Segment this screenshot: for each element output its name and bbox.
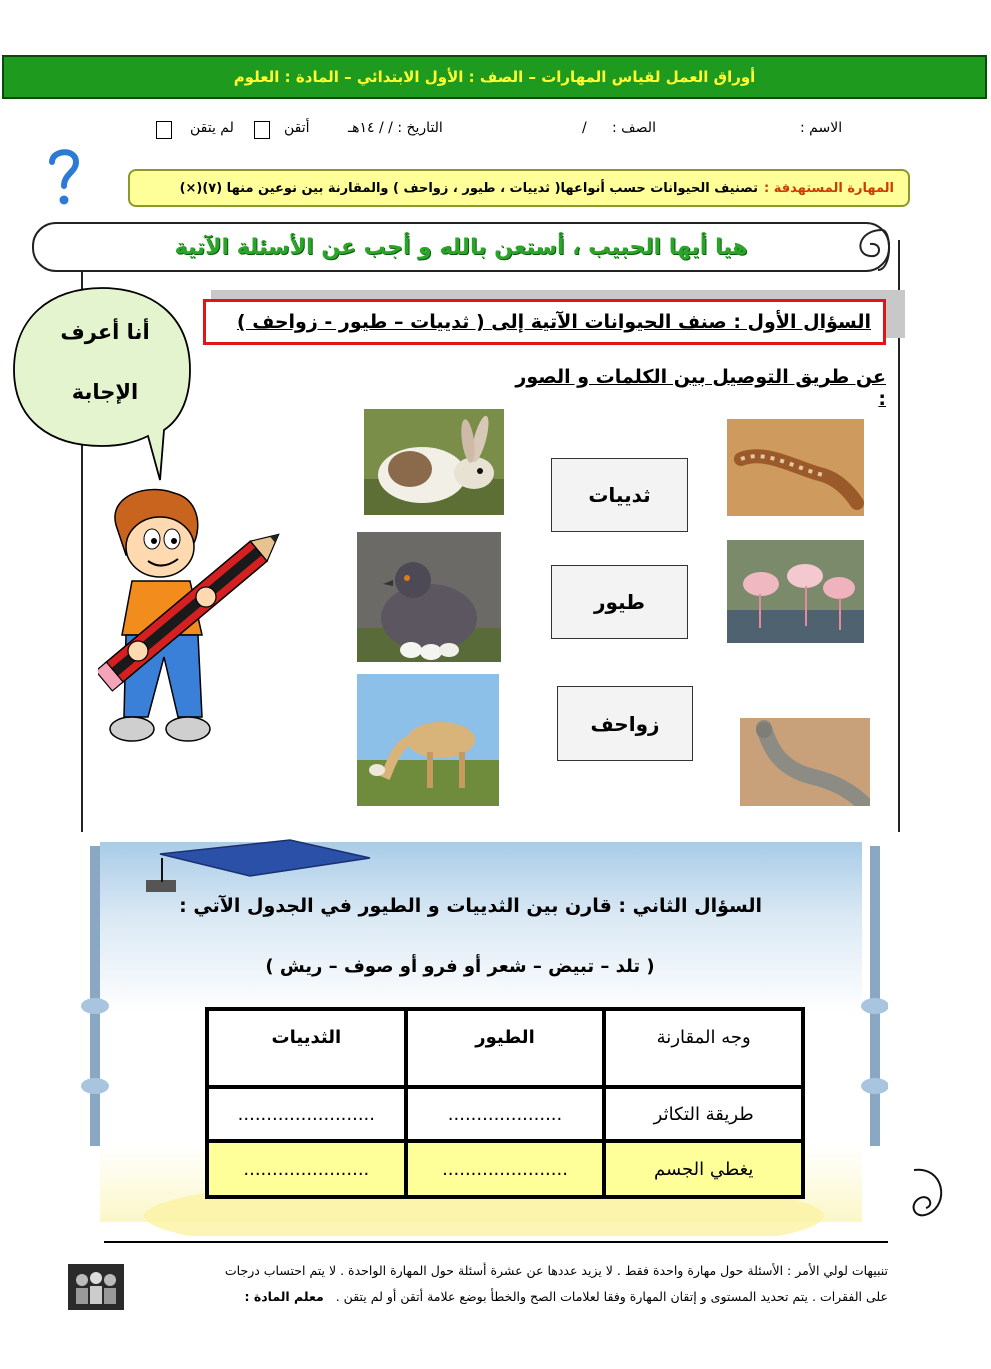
footer-note-text: على الفقرات . يتم تحديد المستوى و إتقان المهارة وفقا لعلامات الصح والخطأ بوضع علامة أتقن أو لم يتقن . xyxy=(335,1289,888,1304)
class-label: الصف : xyxy=(612,120,656,136)
question1-box xyxy=(203,299,886,345)
lizard-photo[interactable] xyxy=(727,419,864,516)
scroll-curl-icon xyxy=(848,226,892,274)
camel-photo[interactable] xyxy=(357,674,499,806)
header-comparison-aspect: وجه المقارنة xyxy=(606,1011,801,1085)
answer-mammals-body-cover[interactable]: ...................... xyxy=(209,1143,404,1195)
pigeon-photo[interactable] xyxy=(357,532,501,662)
banner-text: هيا أيها الحبيب ، أستعن بالله و أجب عن الأسئلة الآتية xyxy=(174,234,748,260)
not-mastered-label: لم يتقن xyxy=(190,120,234,136)
speech-line-1: أنا أعرف xyxy=(60,320,150,344)
mastered-label: أتقن xyxy=(284,120,310,136)
people-logo-icon xyxy=(68,1264,124,1310)
not-mastered-checkbox[interactable] xyxy=(156,121,172,139)
answer-birds-reproduction[interactable]: .................... xyxy=(408,1089,603,1139)
answer-birds-body-cover[interactable]: ...................... xyxy=(408,1143,603,1195)
table-row xyxy=(209,1143,801,1195)
question2-title: السؤال الثاني : قارن بين الثدييات و الطيور في الجدول الآتي : xyxy=(179,895,762,917)
header-bar xyxy=(2,55,987,99)
date-label: التاريخ : / / ١٤هـ xyxy=(348,120,443,136)
comparison-table xyxy=(205,1007,805,1199)
row-label-reproduction: طريقة التكاثر xyxy=(606,1089,801,1139)
monitor-lizard-photo[interactable] xyxy=(740,718,870,806)
footer-note-line-2 xyxy=(130,1289,888,1304)
page-curl-icon xyxy=(904,1164,954,1224)
mastered-checkbox[interactable] xyxy=(254,121,270,139)
question1-instruction: عن طريق التوصيل بين الكلمات و الصور : xyxy=(515,366,886,410)
flamingos-photo[interactable] xyxy=(727,540,864,643)
category-birds[interactable]: طيور xyxy=(551,565,688,639)
instruction-banner xyxy=(32,222,890,272)
header-mammals: الثدييات xyxy=(209,1011,404,1085)
question-mark-icon xyxy=(46,146,82,208)
footer-divider xyxy=(104,1241,888,1243)
skill-box xyxy=(128,169,910,207)
row-label-body-cover: يغطي الجسم xyxy=(606,1143,801,1195)
question1-title: السؤال الأول : صنف الحيوانات الآتية إلى ( ثدييات – طيور - زواحف ) xyxy=(236,311,871,333)
rabbit-photo[interactable] xyxy=(364,409,504,515)
class-slash: / xyxy=(582,120,587,136)
teacher-label: معلم المادة : xyxy=(244,1289,324,1304)
table-row xyxy=(209,1089,801,1139)
header-birds: الطيور xyxy=(408,1011,603,1085)
footer-note-line-1: تنبيهات لولي الأمر : الأسئلة حول مهارة واحدة فقط . لا يزيد عددها عن عشرة أسئلة حول المهارة الواحدة . لا يتم احتساب درجات xyxy=(224,1263,888,1278)
graduation-cap-icon xyxy=(140,836,380,896)
skill-text: تصنيف الحيوانات حسب أنواعها( ثدييات ، طيور ، زواحف ) والمقارنة بين نوعين منها (٧)(×) xyxy=(179,180,758,196)
boy-with-pencil-illustration xyxy=(98,485,288,763)
name-label: الاسم : xyxy=(800,120,843,136)
category-reptiles[interactable]: زواحف xyxy=(557,686,693,761)
skill-label: المهارة المستهدفة : xyxy=(764,180,894,196)
category-mammals[interactable]: ثدييات xyxy=(551,458,688,532)
question2-options: ( تلد – تبيض – شعر أو فرو أو صوف – ريش ) xyxy=(265,956,655,977)
header-title: أوراق العمل لقياس المهارات – الصف : الأول الابتدائي – المادة : العلوم xyxy=(233,68,756,86)
speech-line-2: الإجابة xyxy=(71,380,139,404)
answer-mammals-reproduction[interactable]: ........................ xyxy=(209,1089,404,1139)
